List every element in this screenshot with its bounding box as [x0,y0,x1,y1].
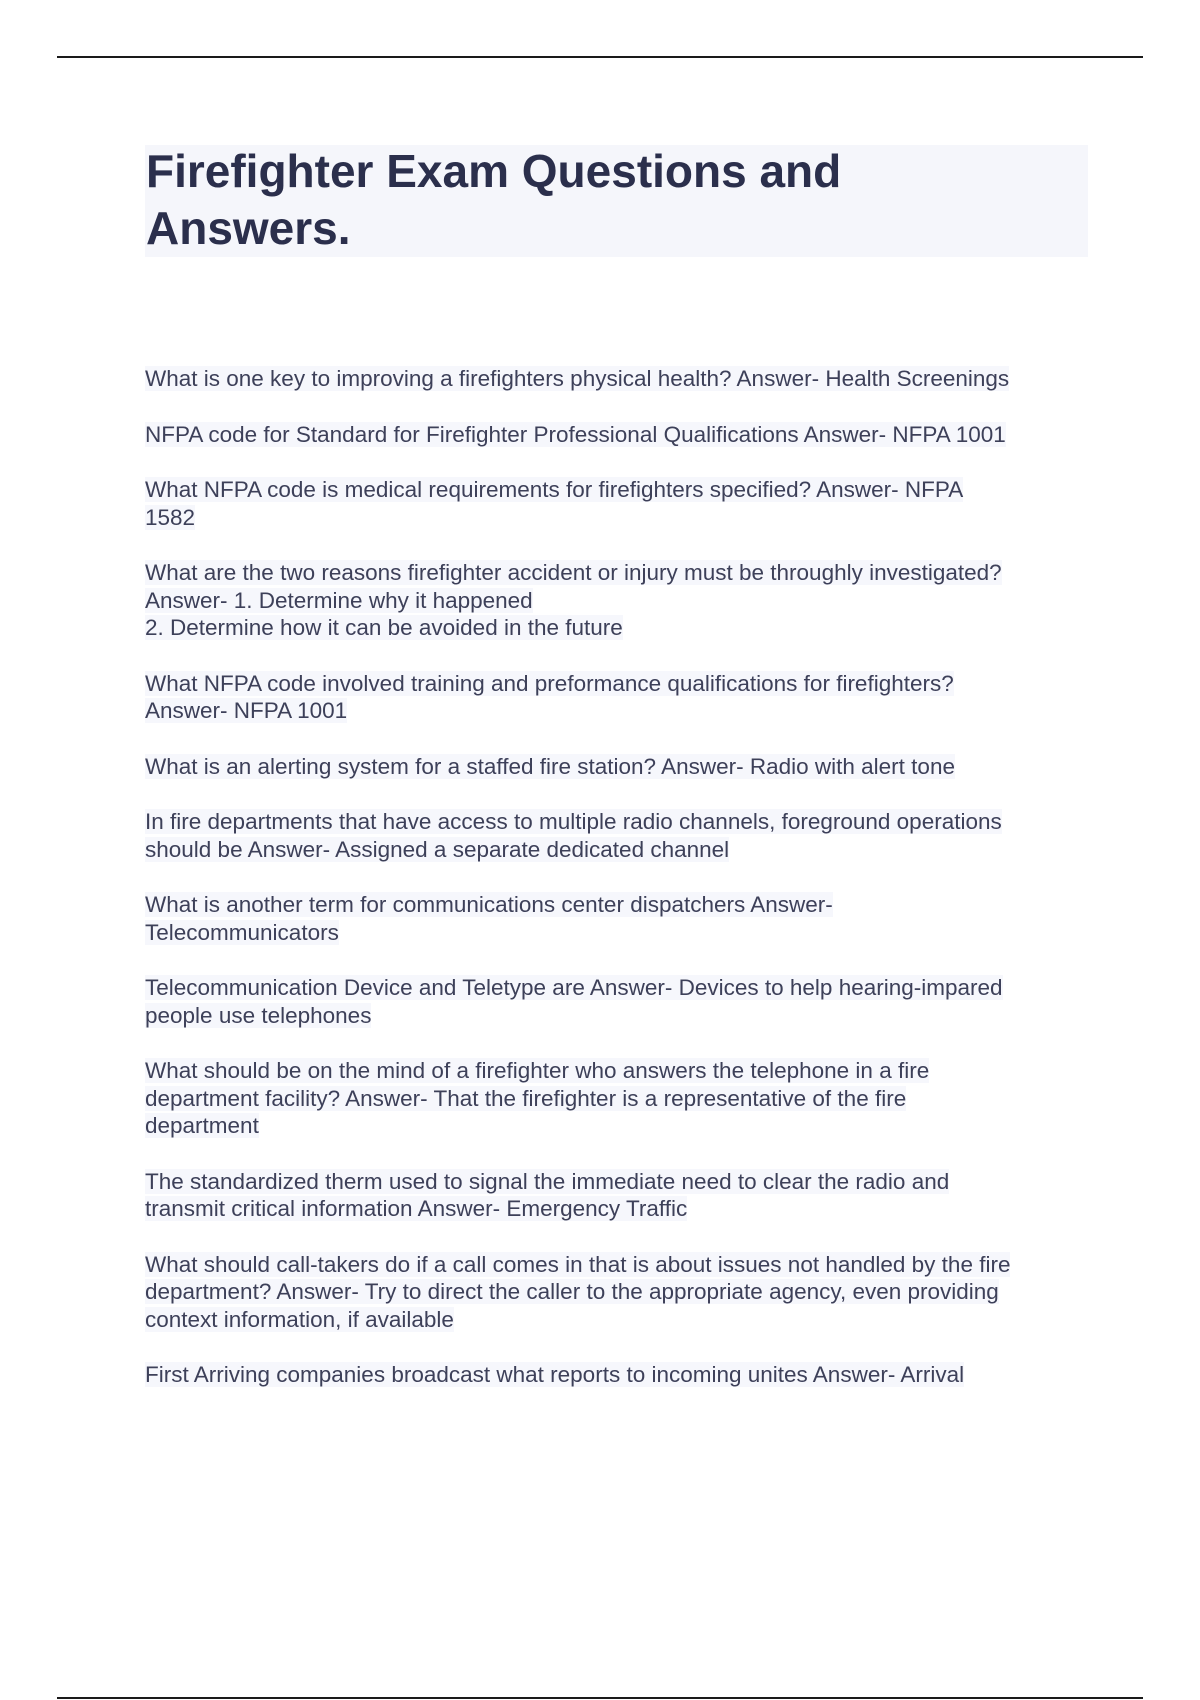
qa-item [145,365,1095,393]
qa-text: Telecommunicators [145,919,339,945]
qa-item [145,974,1095,1029]
qa-line [145,697,1095,725]
page-title [146,143,1046,257]
qa-text: The standardized therm used to signal the immediate need to clear the radio and [145,1168,950,1194]
qa-text: 1582 [145,504,196,530]
qa-line [145,1251,1095,1279]
qa-line [145,1168,1095,1196]
qa-item [145,808,1095,863]
qa-line [145,614,1095,642]
qa-line [145,670,1095,698]
qa-text: What is an alerting system for a staffed fire station? Answer- Radio with alert tone [145,753,955,779]
qa-line [145,974,1095,1002]
qa-item [145,421,1095,449]
qa-item [145,1361,1095,1389]
qa-text: Telecommunication Device and Teletype are Answer- Devices to help hearing-impared [145,975,1003,1000]
qa-line [145,1195,1095,1223]
qa-line [145,1278,1095,1306]
qa-item [145,891,1095,946]
qa-text: should be Answer- Assigned a separate dedicated channel [145,836,730,862]
qa-item [145,1168,1095,1223]
qa-line [145,1306,1095,1334]
qa-line [145,1112,1095,1140]
qa-text: Answer- 1. Determine why it happened [145,587,533,613]
qa-text: First Arriving companies broadcast what reports to incoming unites Answer- Arrival [145,1362,965,1387]
qa-item [145,1251,1095,1334]
qa-list [145,365,1095,1417]
qa-text: context information, if available [145,1306,454,1332]
qa-text: What are the two reasons firefighter accident or injury must be throughly investigated? [145,560,1002,585]
qa-text: What NFPA code is medical requirements for firefighters specified? Answer- NFPA [145,477,964,502]
qa-line [145,1002,1095,1030]
qa-line [145,504,1095,532]
qa-item [145,476,1095,531]
qa-text: What should be on the mind of a firefighter who answers the telephone in a fire [145,1058,930,1083]
qa-line [145,891,1095,919]
qa-text: department [145,1113,259,1138]
qa-item [145,1057,1095,1140]
qa-line [145,587,1095,615]
page-title-line: Firefighter Exam Questions and [146,145,842,197]
qa-item [145,670,1095,725]
qa-text: In fire departments that have access to multiple radio channels, foreground operations [145,809,1002,834]
qa-text: people use telephones [145,1002,372,1028]
page-title-line: Answers. [146,202,351,254]
qa-line [145,808,1095,836]
qa-line [145,1057,1095,1085]
qa-line [145,559,1095,587]
qa-text: department facility? Answer- That the firefighter is a representative of the fire [145,1085,907,1111]
qa-item [145,753,1095,781]
qa-line [145,919,1095,947]
qa-line [145,365,1095,393]
qa-item [145,559,1095,642]
qa-text: transmit critical information Answer- Emergency Traffic [145,1196,688,1221]
header-rule [57,56,1143,58]
footer-rule [57,1697,1143,1699]
qa-line [145,836,1095,864]
qa-text: NFPA code for Standard for Firefighter Professional Qualifications Answer- NFPA 1001 [145,421,1006,447]
qa-text: What is another term for communications center dispatchers Answer- [145,892,833,917]
qa-text: What NFPA code involved training and preformance qualifications for firefighters? [145,670,954,696]
qa-line [145,753,1095,781]
qa-text: What should call-takers do if a call comes in that is about issues not handled by the fire [145,1251,1011,1277]
qa-line [145,421,1095,449]
qa-text: Answer- NFPA 1001 [145,698,348,723]
qa-text: What is one key to improving a firefighters physical health? Answer- Health Screenings [145,366,1010,391]
qa-line [145,1085,1095,1113]
qa-line [145,476,1095,504]
qa-text: department? Answer- Try to direct the caller to the appropriate agency, even providing [145,1279,999,1304]
qa-line [145,1361,1095,1389]
qa-text: 2. Determine how it can be avoided in the future [145,615,623,640]
